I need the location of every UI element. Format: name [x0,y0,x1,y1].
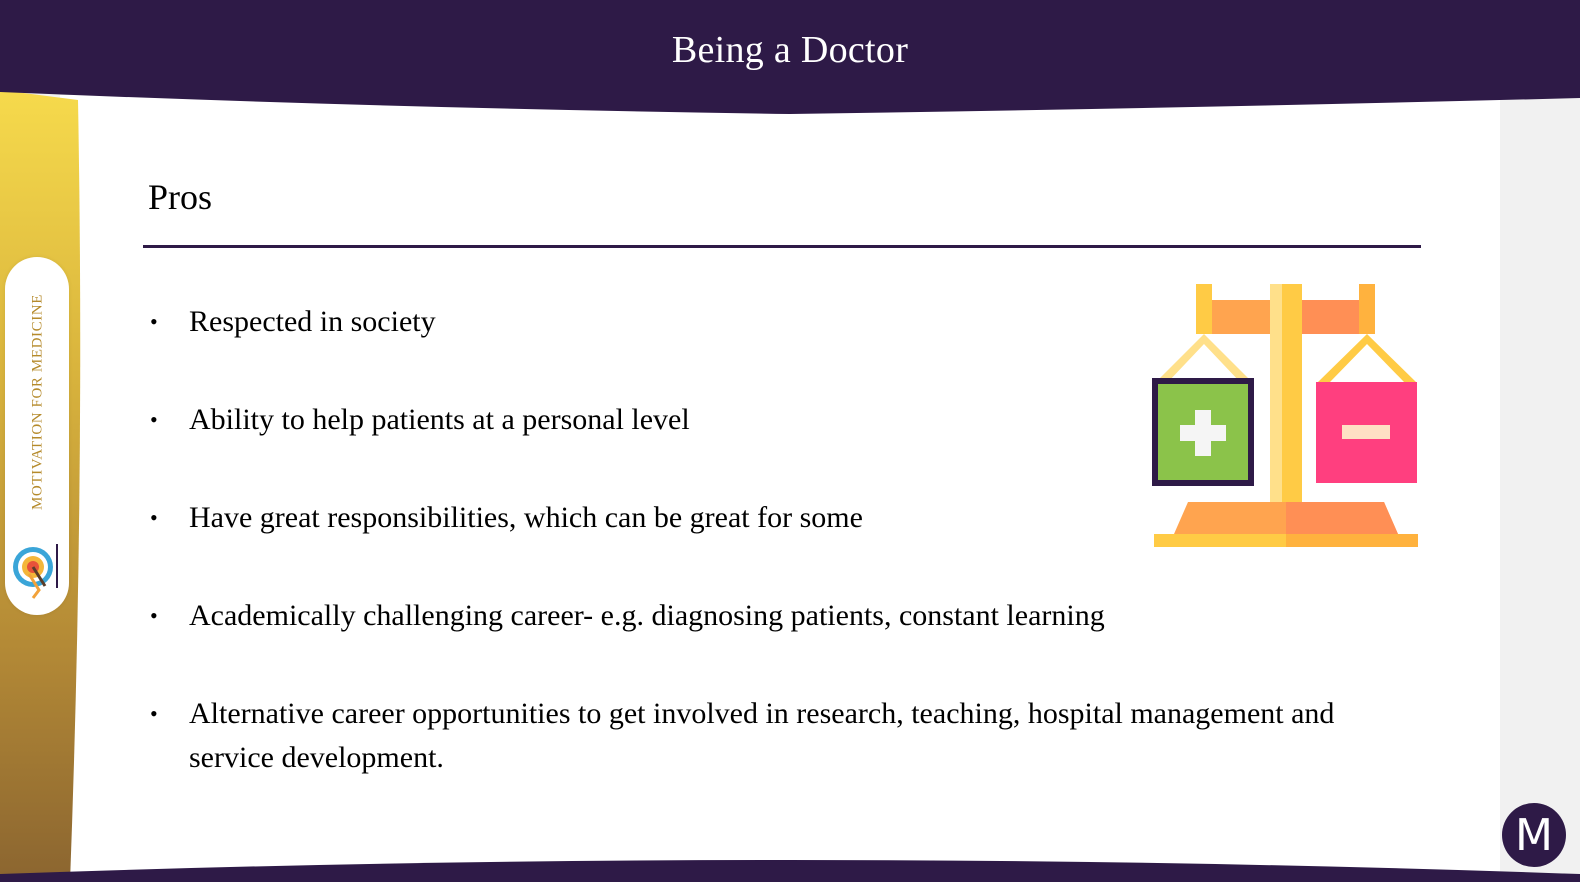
list-item-text: Academically challenging career- e.g. diagnosing patients, constant learning [189,599,1105,632]
footer-wave [0,852,1580,882]
svg-text:M: M [1515,810,1553,861]
minus-icon [1342,425,1390,439]
side-label-text: MOTIVATION FOR MEDICINE [29,293,46,511]
list-item-text: Respected in society [189,305,436,338]
slide-title: Being a Doctor [671,29,909,71]
bullet-marker: • [150,407,158,432]
bullet-marker: • [150,701,158,726]
list-item-text: Have great responsibilities, which can be great for some [189,501,863,534]
list-item [150,594,1420,638]
balance-scale-icon [1148,282,1420,550]
list-item-text: Alternative career opportunities to get involved in research, teaching, hospital management and service development. [189,697,1335,774]
bullet-marker: • [150,309,158,334]
section-heading: Pros [148,177,213,217]
bullet-marker: • [150,505,158,530]
target-arrow-icon [11,540,61,600]
heading-divider [143,245,1421,248]
list-item [150,692,1420,780]
bullet-marker: • [150,603,158,628]
m-logo-icon [1502,803,1566,867]
list-item-text: Ability to help patients at a personal level [189,403,690,436]
